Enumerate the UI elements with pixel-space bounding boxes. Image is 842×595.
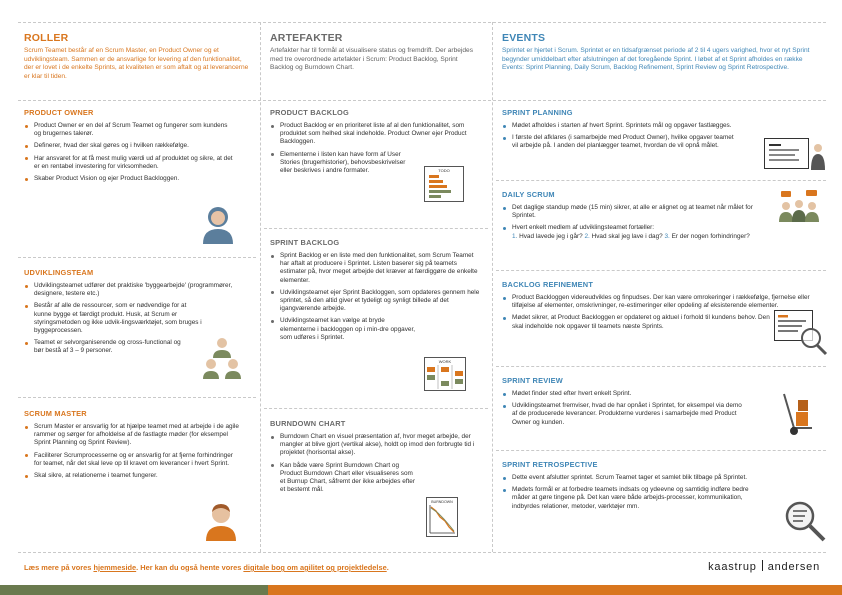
daily-scrum-title: DAILY SCRUM — [502, 190, 555, 199]
logo-left: kaastrup — [708, 561, 757, 573]
backlog-refinement-title: BACKLOG REFINEMENT — [502, 280, 594, 289]
list-item: Dette event afslutter sprintet. Scrum Teamet tager et samlet blik tilbage på Sprintet. — [502, 474, 752, 482]
list-item: Udviklingsteamet udfører det praktiske 'byggearbejde' (programmører, designere, testere etc.) — [24, 282, 234, 298]
burndown-chart-title: BURNDOWN CHART — [270, 419, 346, 428]
logo-right: andersen — [767, 561, 820, 573]
artefakter-title: ARTEFAKTER — [270, 32, 343, 44]
burndown-chart-icon — [426, 497, 458, 537]
question-text: Er der nogen forhindringer? — [671, 232, 750, 240]
events-column — [496, 22, 826, 510]
backlog-refinement-magnifier-icon — [774, 310, 828, 356]
roller-header — [18, 22, 256, 81]
board-label: WORK — [438, 359, 452, 364]
burndown-label: BURNDOWN — [431, 500, 453, 504]
footer-text-part: Læs mere på vores — [24, 563, 94, 572]
sprint-retrospective-title: SPRINT RETROSPECTIVE — [502, 460, 598, 469]
events-intro: Sprintet er hjertet i Scrum. Sprintet er en tidsafgrænset periode af 2 til 4 ugers varighed, hvor et nyt Sprint begynder umiddelbart efter afslutningen af det foregående Sprint. I løbet af et Sprint afholdes en række Events: Sprint Planning, Daily Scrum, Backlog Refinement, Sprint Review og Sprint Retrospective. — [502, 47, 810, 72]
row-divider — [18, 397, 256, 398]
row-divider — [18, 552, 826, 553]
sprint-backlog-title: SPRINT BACKLOG — [270, 238, 340, 247]
logo-separator — [762, 560, 763, 571]
list-item: Det daglige standup møde (15 min) sikrer, at alle er alignet og at teamet når målet for Sprintet. — [502, 204, 757, 220]
list-item — [502, 224, 820, 240]
board-label: TODO — [438, 168, 450, 173]
list-item: Product Backloggen videreudvikles og finpudses. Der kan være omrokeringer i rækkefølge, fjernelse eller tilføjelse af elementer, omskrivninger, re-estimeringer eller opdeling af eksisterende elementer. — [502, 294, 820, 310]
list-item: Mødet sikrer, at Product Backloggen er opdateret og aktuel i forhold til kundens behov. Den skal indeholde nok opgaver til teamets næste Sprints. — [502, 314, 782, 330]
row-divider — [264, 228, 488, 229]
column-divider — [492, 22, 493, 552]
list-item: Udviklingsteamet ejer Sprint Backloggen, som opdateres gennem hele sprintet, så den altid giver et tydeligt og synligt billede af det igangværende arbejde. — [270, 289, 482, 314]
sprint-planning-title: SPRINT PLANNING — [502, 108, 573, 117]
row-divider — [496, 270, 826, 271]
product-owner-title: PRODUCT OWNER — [24, 108, 94, 117]
row-divider — [264, 408, 488, 409]
list-item: Teamet er selvorganiserende og cross-functional og bør bestå af 3 – 9 personer. — [24, 339, 184, 355]
question-text: Hvad lavede jeg i går? — [519, 232, 583, 240]
burndown-chart-section — [264, 419, 488, 498]
homepage-link[interactable]: hjemmeside — [93, 563, 137, 572]
list-item: Består af alle de ressourcer, som er nødvendige for at kunne bygge et færdigt produkt. Husk, at Scrum er styringsmetoden og ikke udvik-lingsværktøjet, som bruges i byggeprocessen. — [24, 302, 204, 335]
roller-title: ROLLER — [24, 32, 69, 44]
product-backlog-title: PRODUCT BACKLOG — [270, 108, 349, 117]
scrum-master-person-icon — [203, 500, 239, 542]
list-item: Scrum Master er ansvarlig for at hjælpe teamet med at arbejde i de agile rammer og sørger for afholdelse af de fastlagte møder (for eksempel Sprint Planning og Sprint Review). — [24, 423, 239, 448]
product-backlog-board-icon — [424, 166, 464, 202]
roller-column — [18, 22, 256, 480]
list-item: Sprint Backlog er en liste med den funktionalitet, som Scrum Teamet har aftalt at producere i Sprintet. Listen baserer sig på teamets estimater på, hvor meget arbejde det kræver at færdiggøre de enkelte elementer. — [270, 252, 482, 285]
list-item: Product Backlog er en prioriteret liste af al den funktionalitet, som produktet som helhed skal indeholde. Product Owner ejer Product Backloggen. — [270, 122, 482, 147]
footer-note — [24, 563, 389, 572]
artefakter-intro: Artefakter har til formål at visualisere status og fremdrift. Der arbejdes med tre overordnede artefakter i Scrum: Product Backlog, Sprint Backlog og Burndown Chart. — [270, 47, 474, 72]
udviklingsteam-title: UDVIKLINGSTEAM — [24, 268, 94, 277]
list-item: Mødet afholdes i starten af hvert Sprint. Sprintets mål og opgaver fastlægges. — [502, 122, 820, 130]
sprint-review-title: SPRINT REVIEW — [502, 376, 563, 385]
list-item: Faciliterer Scrumprocesserne og er ansvarlig for at fjerne forhindringer for teamet, når det skal leve op til kravet om leverancer i hvert Sprint. — [24, 452, 239, 468]
digital-book-link[interactable]: digitale bog om agilitet og projektledelse — [243, 563, 387, 572]
list-item: Burndown Chart en visuel præsentation af, hvor meget arbejde, der mangler at blive gjort (vertikal akse), holdt op imod den forbrugte tid i projektet (horisontal akse). — [270, 433, 482, 458]
scrum-master-title: SCRUM MASTER — [24, 409, 87, 418]
events-title: EVENTS — [502, 32, 546, 44]
scrum-master-section — [18, 409, 256, 484]
footer-text-part: . — [386, 563, 389, 572]
company-logo — [708, 560, 820, 573]
sprint-backlog-section — [264, 238, 488, 346]
artefakter-header — [264, 22, 488, 73]
roller-intro: Scrum Teamet består af en Scrum Master, en Product Owner og et udviklingsteam. Sammen er de ansvarlige for levering af den funktionalitet, der er lovet i de enkelte Sprints, at kvaliteten er som aftalt og at leverancerne er klar til tiden. — [24, 47, 249, 80]
list-item: Kan både være Sprint Burndown Chart og Product Burndown Chart eller visualiseres som et Burnup Chart, såfremt der ikke arbejdes efter et bestemt mål. — [270, 462, 418, 495]
footer-bar-orange — [268, 585, 842, 595]
row-divider — [496, 180, 826, 181]
list-item: Skal sikre, at relationerne i teamet fungerer. — [24, 472, 239, 480]
sprint-planning-presentation-icon — [764, 136, 826, 172]
row-divider — [496, 450, 826, 451]
list-item: Mødet finder sted efter hvert enkelt Sprint. — [502, 390, 820, 398]
row-divider — [496, 366, 826, 367]
footer-text-part: . Her kan du også hente vores — [136, 563, 244, 572]
question-text: Hvad skal jeg lave i dag? — [591, 232, 663, 240]
product-owner-section — [18, 108, 256, 187]
column-divider — [260, 22, 261, 552]
question-number: 2. — [584, 232, 590, 240]
list-item: Udviklingsteamet kan vælge at bryde elementerne i backloggen op i min-dre opgaver, som udføres i Sprintet. — [270, 317, 418, 342]
sprint-retrospective-magnifier-icon — [782, 498, 828, 542]
list-item: Skaber Product Vision og ejer Product Backloggen. — [24, 175, 184, 183]
list-item: Definerer, hvad der skal gøres og i hvilken rækkefølge. — [24, 142, 234, 150]
events-header — [496, 22, 826, 73]
list-item: Mødets formål er at forbedre teamets indsats og ydeevne og samtidig indføre bedre måder at gøre tingene på. Det kan være både arbejds-processer, kommunikation, indbyrdes relationer, metoder, værktøjer mm. — [502, 486, 757, 511]
daily-scrum-lead: Hvert enkelt medlem af udviklingsteamet fortæller: — [512, 224, 655, 232]
sprint-backlog-board-icon — [424, 357, 466, 391]
daily-scrum-team-icon — [776, 188, 822, 224]
list-item: I første del afklares (i samarbejde med Product Owner), hvilke opgaver teamet vil arbejde på. I anden del planlægger teamet, hvordan de vil opnå målet. — [502, 134, 737, 150]
sprint-review-handtruck-icon — [776, 392, 816, 436]
list-item: Product Owner er en del af Scrum Teamet og fungerer som kundens og brugernes talerør. — [24, 122, 234, 138]
question-number: 1. — [512, 232, 518, 240]
footer-bar-green — [0, 585, 268, 595]
product-owner-person-icon — [200, 203, 236, 245]
list-item: Udviklingsteamet fremviser, hvad de har opnået i Sprintet, for eksempel via demo af de producerede leverancer. Produkterne vurderes i samarbejde med Product Owner og kunden. — [502, 402, 742, 427]
list-item: Elementerne i listen kan have form af User Stories (brugerhistorier), behovsbeskrivelser eller beskrives i andre formater. — [270, 151, 418, 176]
question-number: 3. — [664, 232, 670, 240]
row-divider — [18, 257, 256, 258]
team-people-icon — [202, 336, 242, 380]
list-item: Har ansvaret for at få mest mulig værdi ud af produktet og sikre, at det er en rentabel investering for virksomheden. — [24, 155, 234, 171]
row-divider — [18, 100, 826, 101]
sprint-retrospective-section — [496, 460, 826, 515]
